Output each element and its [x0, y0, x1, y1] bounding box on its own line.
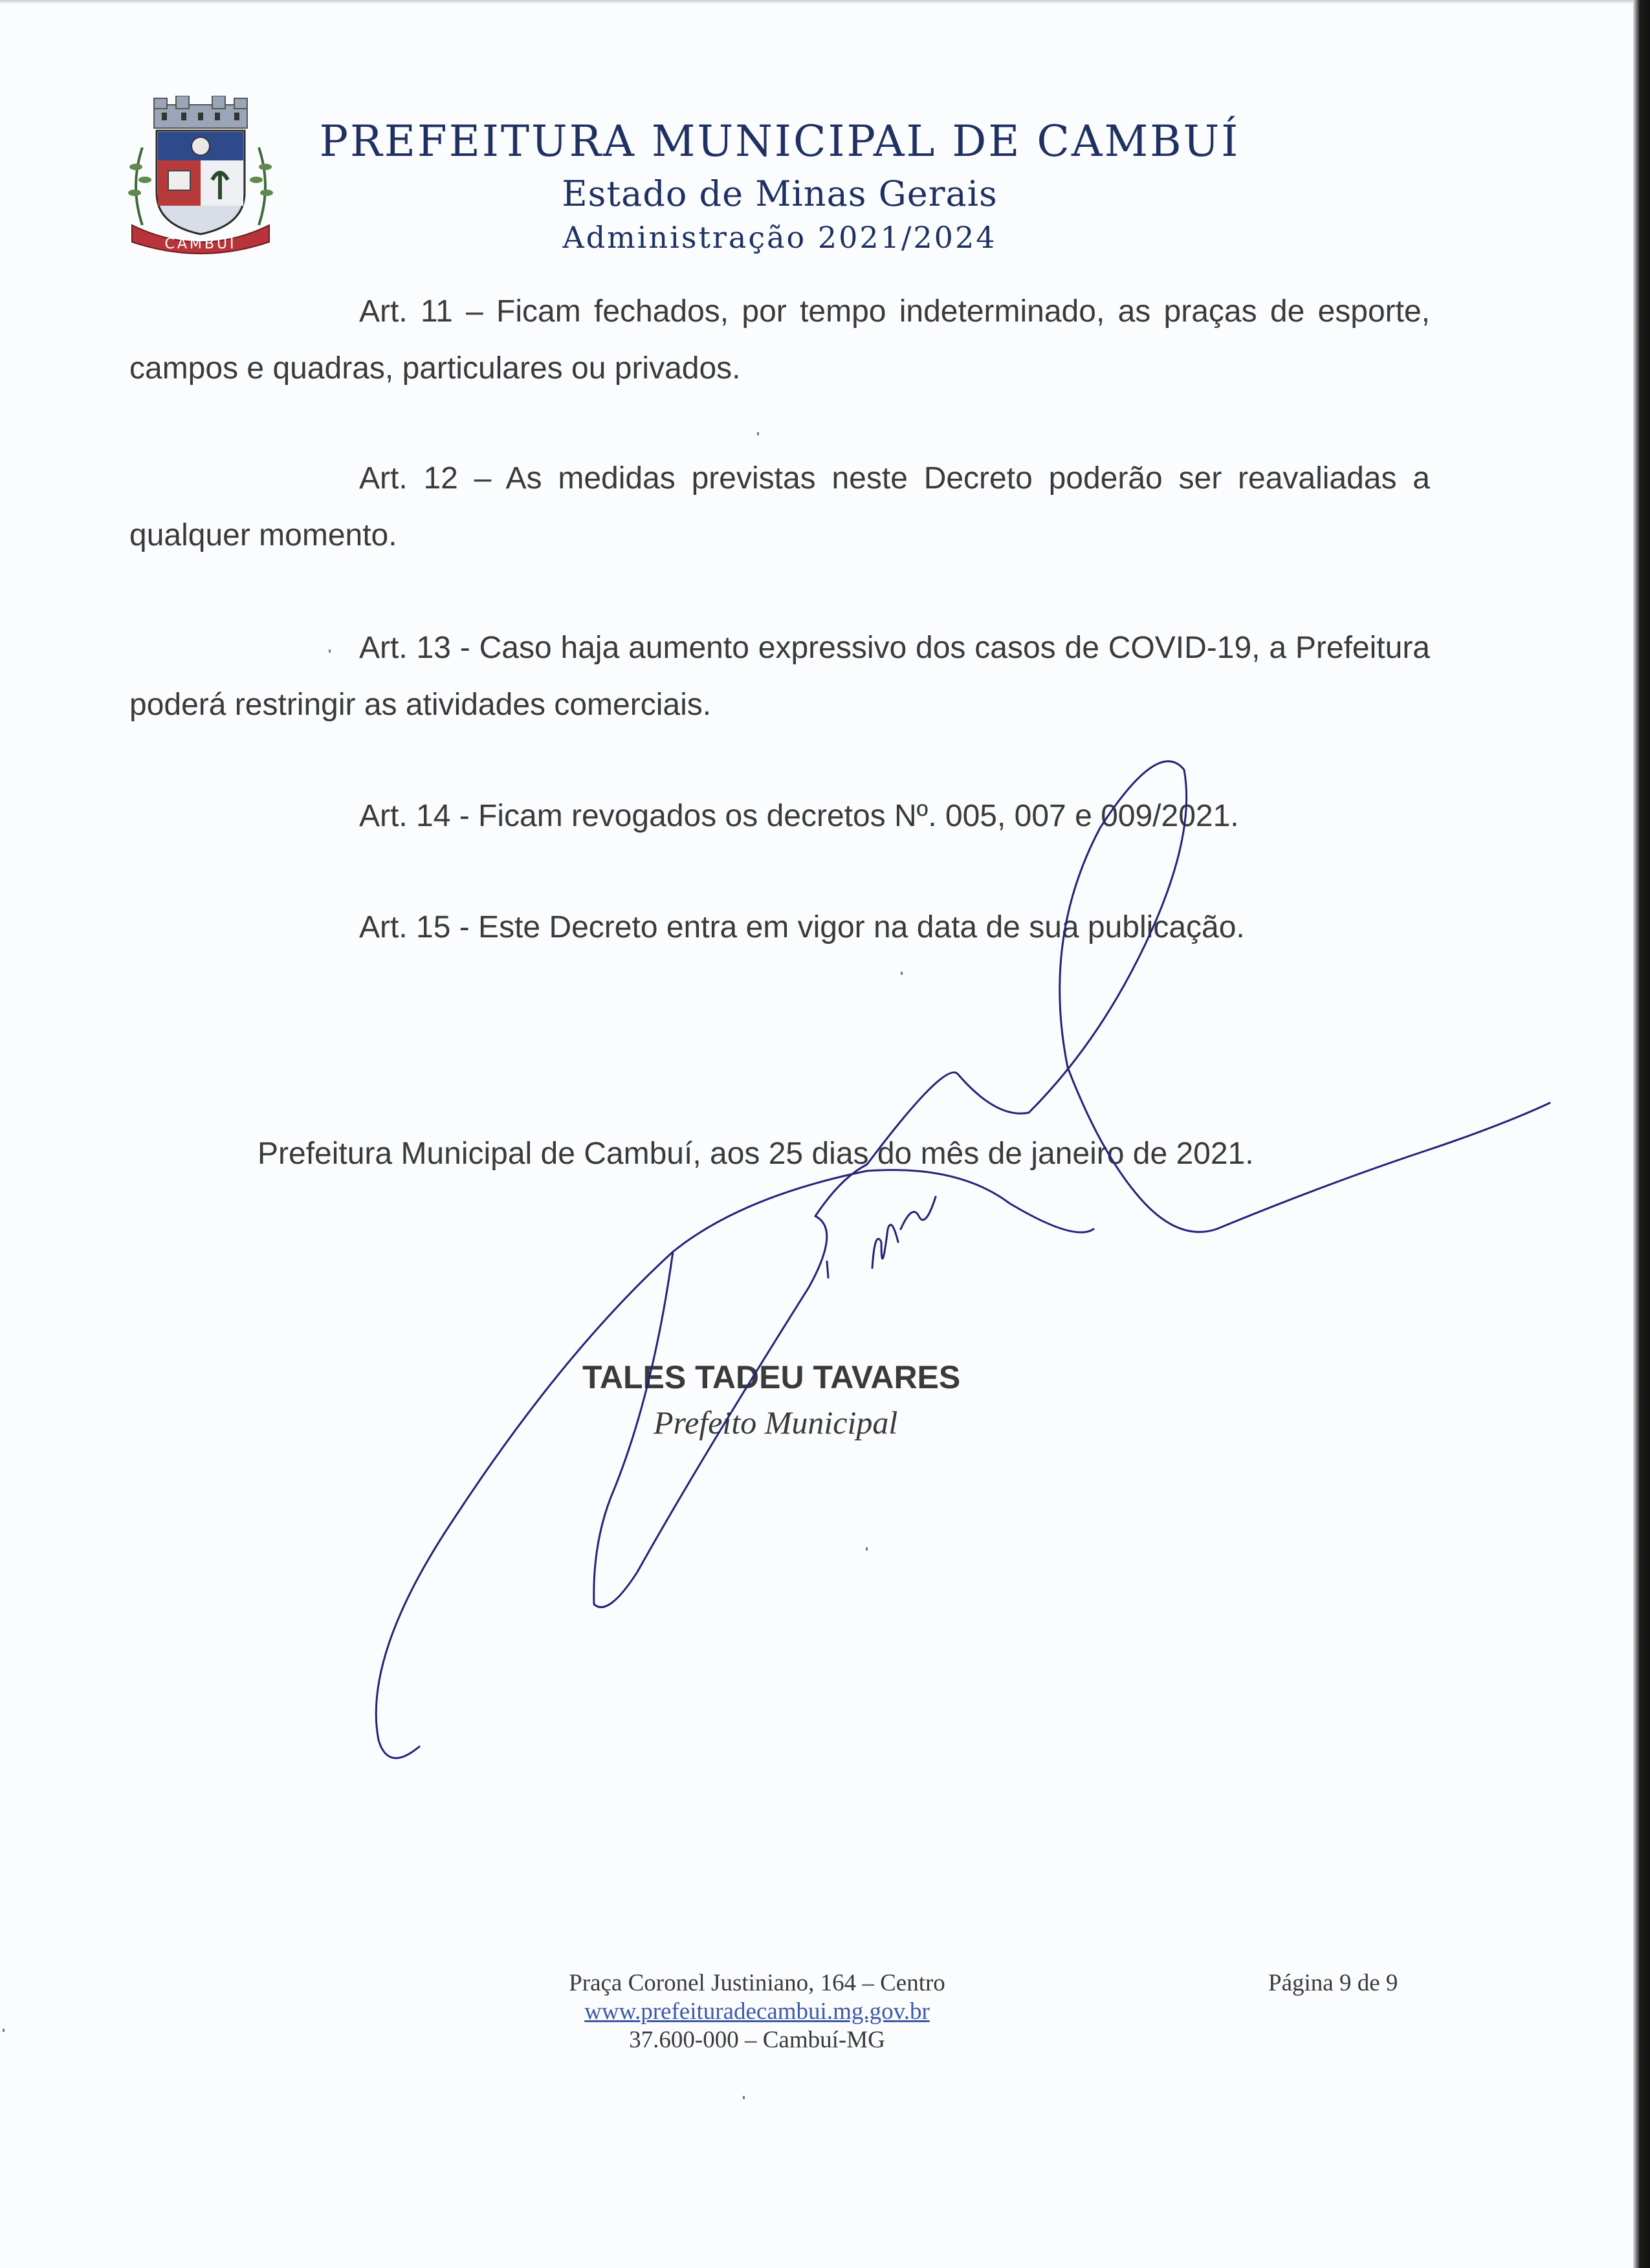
scan-right-edge: [1633, 0, 1650, 2268]
page-number: Página 9 de 9: [1268, 1970, 1398, 1996]
header-administration: Administração 2021/2024: [562, 220, 997, 255]
svg-text:CAMBUÍ: CAMBUÍ: [164, 236, 237, 252]
scan-speck: [3, 2029, 5, 2032]
article-15: Art. 15 - Este Decreto entra em vigor na data de sua publicação.: [359, 910, 1245, 944]
scan-speck: [901, 972, 903, 975]
scan-speck: [866, 1547, 868, 1551]
article-13: Art. 13 - Caso haja aumento expressivo dos casos de COVID-19, a Prefeitura poderá restringir as atividades comerciais.: [129, 631, 1430, 722]
footer-cep: 37.600-000 – Cambuí-MG: [629, 2027, 885, 2053]
signer-role: Prefeito Municipal: [654, 1404, 898, 1441]
footer-address: Praça Coronel Justiniano, 164 – Centro: [569, 1970, 945, 1996]
closing-line: Prefeitura Municipal de Cambuí, aos 25 dias do mês de janeiro de 2021.: [258, 1137, 1254, 1171]
scan-speck: [743, 2096, 745, 2099]
article-14: Art. 14 - Ficam revogados os decretos Nº. 005, 007 e 009/2021.: [359, 799, 1239, 833]
footer-website-link[interactable]: www.prefeituradecambui.mg.gov.br: [584, 1998, 930, 2025]
header-state: Estado de Minas Gerais: [562, 173, 998, 214]
header-title: PREFEITURA MUNICIPAL DE CAMBUÍ: [319, 116, 1240, 166]
article-11: Art. 11 – Ficam fechados, por tempo indeterminado, as praças de esporte, campos e quadras, particulares ou privados.: [129, 294, 1430, 386]
scan-speck: [757, 432, 759, 435]
signer-name: TALES TADEU TAVARES: [582, 1359, 961, 1395]
scan-speck: [329, 649, 331, 653]
article-12: Art. 12 – As medidas previstas neste Decreto poderão ser reavaliadas a qualquer momento.: [129, 461, 1430, 552]
scan-top-edge: [0, 0, 1650, 4]
